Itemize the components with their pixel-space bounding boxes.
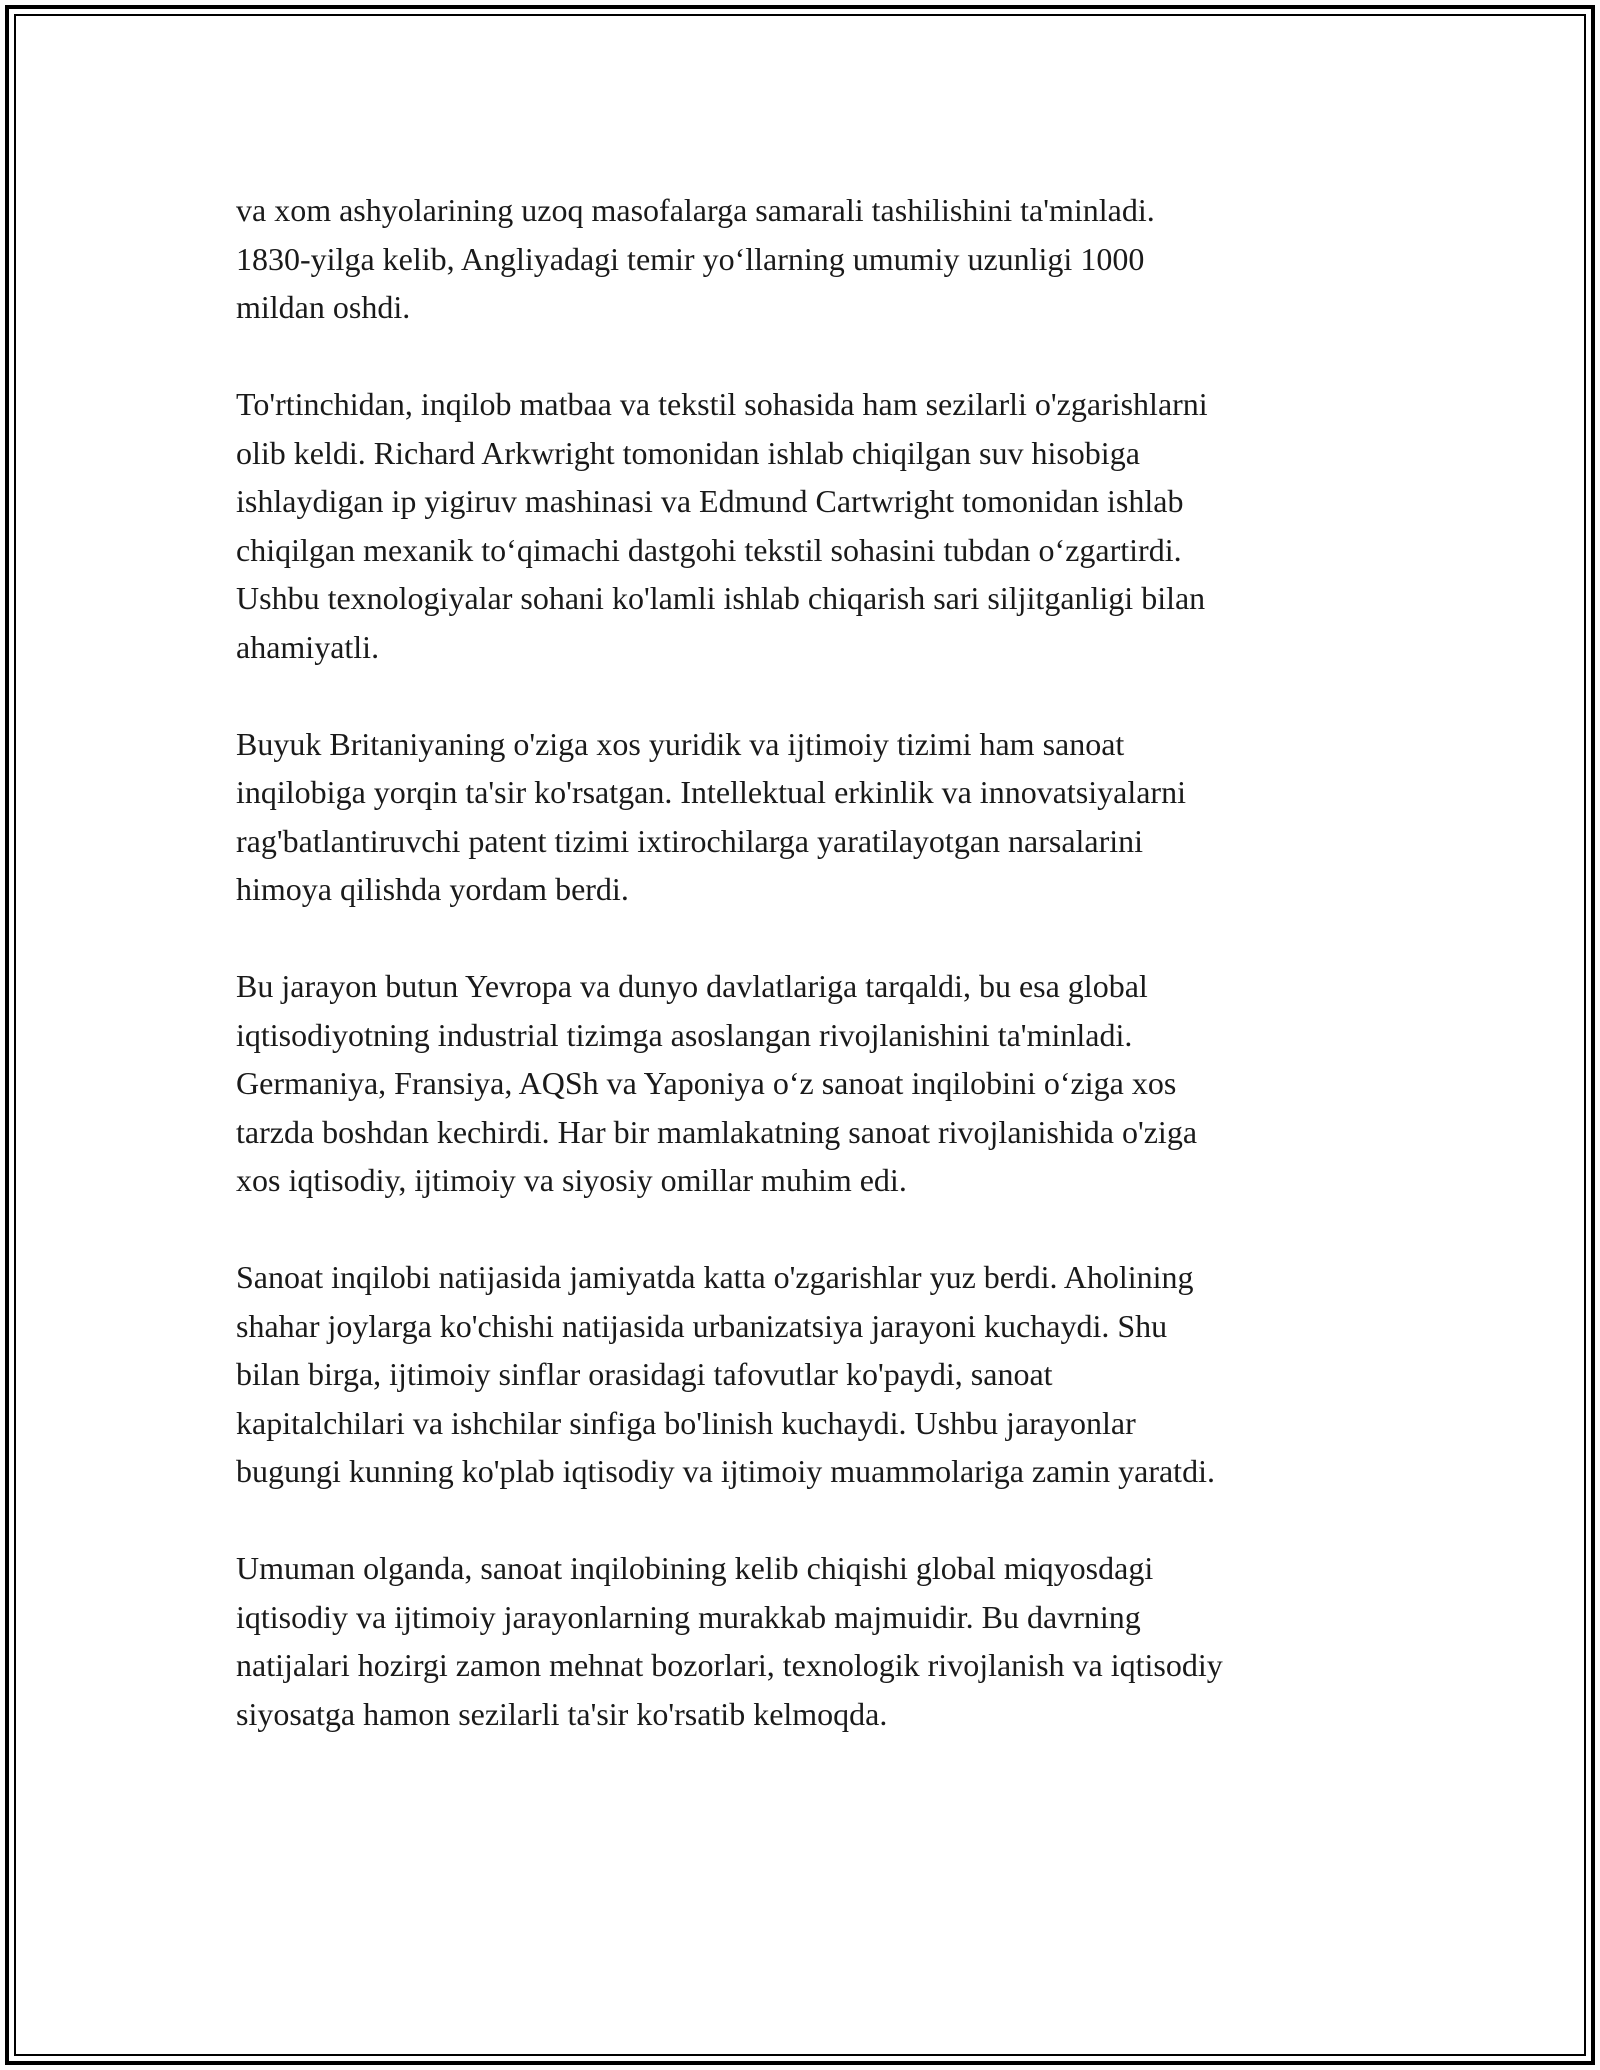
- paragraph-railways: va xom ashyolarining uzoq masofalarga samarali tashilishini ta'minladi. 1830-yilga kelib, Angliyadagi temir yo‘llarning umumiy uzunligi 1000 mildan oshdi.: [236, 192, 1155, 325]
- paragraph-conclusion: Umuman olganda, sanoat inqilobining kelib chiqishi global miqyosdagi iqtisodiy va ijtimoiy jarayonlarning murakkab majmuidir. Bu davrning natijalari hozirgi zamon mehnat bozorlari, texnologik rivojlanish va iqtisodiy siyosatga hamon sezilarli ta'sir ko'rsatib kelmoqda.: [236, 1550, 1223, 1732]
- paragraph-legal-system: Buyuk Britaniyaning o'ziga xos yuridik va ijtimoiy tizimi ham sanoat inqilobiga yorqin ta'sir ko'rsatgan. Intellektual erkinlik va innovatsiyalarni rag'batlantiruvchi patent tizimi ixtirochilarga yaratilayotgan narsalarini himoya qilishda yordam berdi.: [236, 725, 1186, 907]
- document-body: [236, 186, 1386, 1738]
- paragraph-textile: To'rtinchidan, inqilob matbaa va tekstil sohasida ham sezilarli o'zgarishlarni olib keldi. Richard Arkwright tomonidan ishlab chiqilgan suv hisobiga ishlaydigan ip yigiruv mashinasi va Edmund Cartwright tomonidan ishlab chiqilgan mexanik to‘qimachi dastgohi tekstil sohasini tubdan o‘zgartirdi. Ushbu texnologiyalar sohani ko'lamli ishlab chiqarish sari siljitganligi bilan ahamiyatli.: [236, 386, 1208, 665]
- paragraph-global-spread: Bu jarayon butun Yevropa va dunyo davlatlariga tarqaldi, bu esa global iqtisodiyotning industrial tizimga asoslangan rivojlanishini ta'minladi. Germaniya, Fransiya, AQSh va Yaponiya o‘z sanoat inqilobini o‘ziga xos tarzda boshdan kechirdi. Har bir mamlakatning sanoat rivojlanishida o'ziga xos iqtisodiy, ijtimoiy va siyosiy omillar muhim edi.: [236, 968, 1198, 1198]
- paragraph-social-changes: Sanoat inqilobi natijasida jamiyatda katta o'zgarishlar yuz berdi. Aholining shahar joylarga ko'chishi natijasida urbanizatsiya jarayoni kuchaydi. Shu bilan birga, ijtimoiy sinflar orasidagi tafovutlar ko'paydi, sanoat kapitalchilari va ishchilar sinfiga bo'linish kuchaydi. Ushbu jarayonlar bugungi kunning ko'plab iqtisodiy va ijtimoiy muammolariga zamin yaratdi.: [236, 1259, 1215, 1489]
